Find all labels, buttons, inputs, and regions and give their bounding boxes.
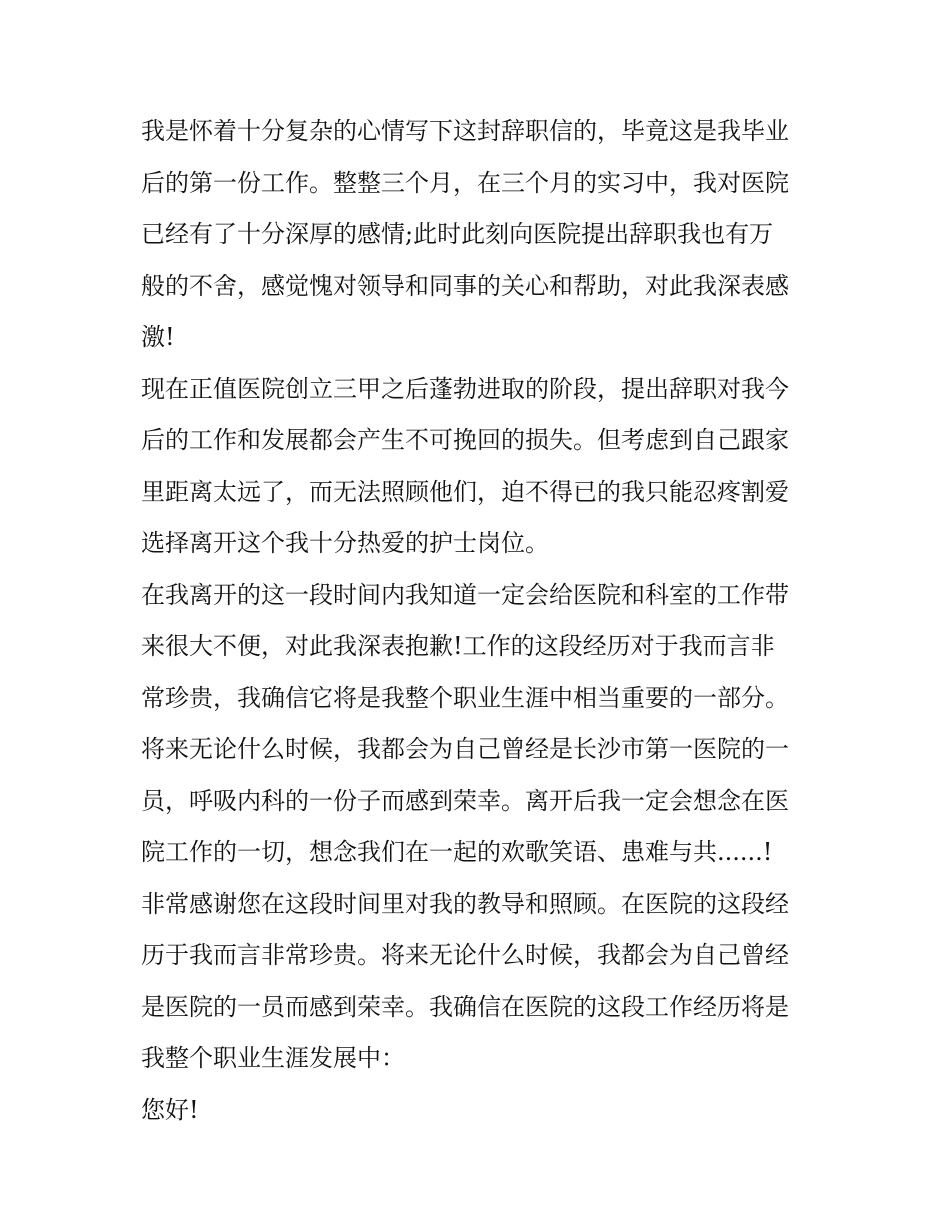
letter-body [141, 106, 821, 1136]
paragraph-3: 在我离开的这一段时间内我知道一定会给医院和科室的工作带 来很大不便，对此我深表抱歉!工作的这段经历对于我而言非 常珍贵，我确信它将是我整个职业生涯中相当重要的一部分。 将来无论什么时候，我都会为自己曾经是长沙市第一医院的一 员，呼吸内科的一份子而感到荣幸。离开后我一定会想念在医 院工作的一切，想念我们在一起的欢歌笑语、患难与共......! [141, 580, 789, 866]
paragraph-5: 您好! [141, 1095, 199, 1124]
paragraph-1: 我是怀着十分复杂的心情写下这封辞职信的，毕竟这是我毕业 后的第一份工作。整整三个月，在三个月的实习中，我对医院 已经有了十分深厚的感情;此时此刻向医院提出辞职我也有万 般的不舍，感觉愧对领导和同事的关心和帮助，对此我深表感 激! [141, 117, 789, 351]
paragraph-4: 非常感谢您在这段时间里对我的教导和照顾。在医院的这段经 历于我而言非常珍贵。将来无论什么时候，我都会为自己曾经 是医院的一员而感到荣幸。我确信在医院的这段工作经历将是 我整个职业生涯发展中： [141, 889, 789, 1072]
paragraph-2: 现在正值医院创立三甲之后蓬勃进取的阶段，提出辞职对我今 后的工作和发展都会产生不可挽回的损失。但考虑到自己跟家 里距离太远了，而无法照顾他们，迫不得已的我只能忍疼割爱 选择离开这个我十分热爱的护士岗位。 [141, 374, 789, 557]
